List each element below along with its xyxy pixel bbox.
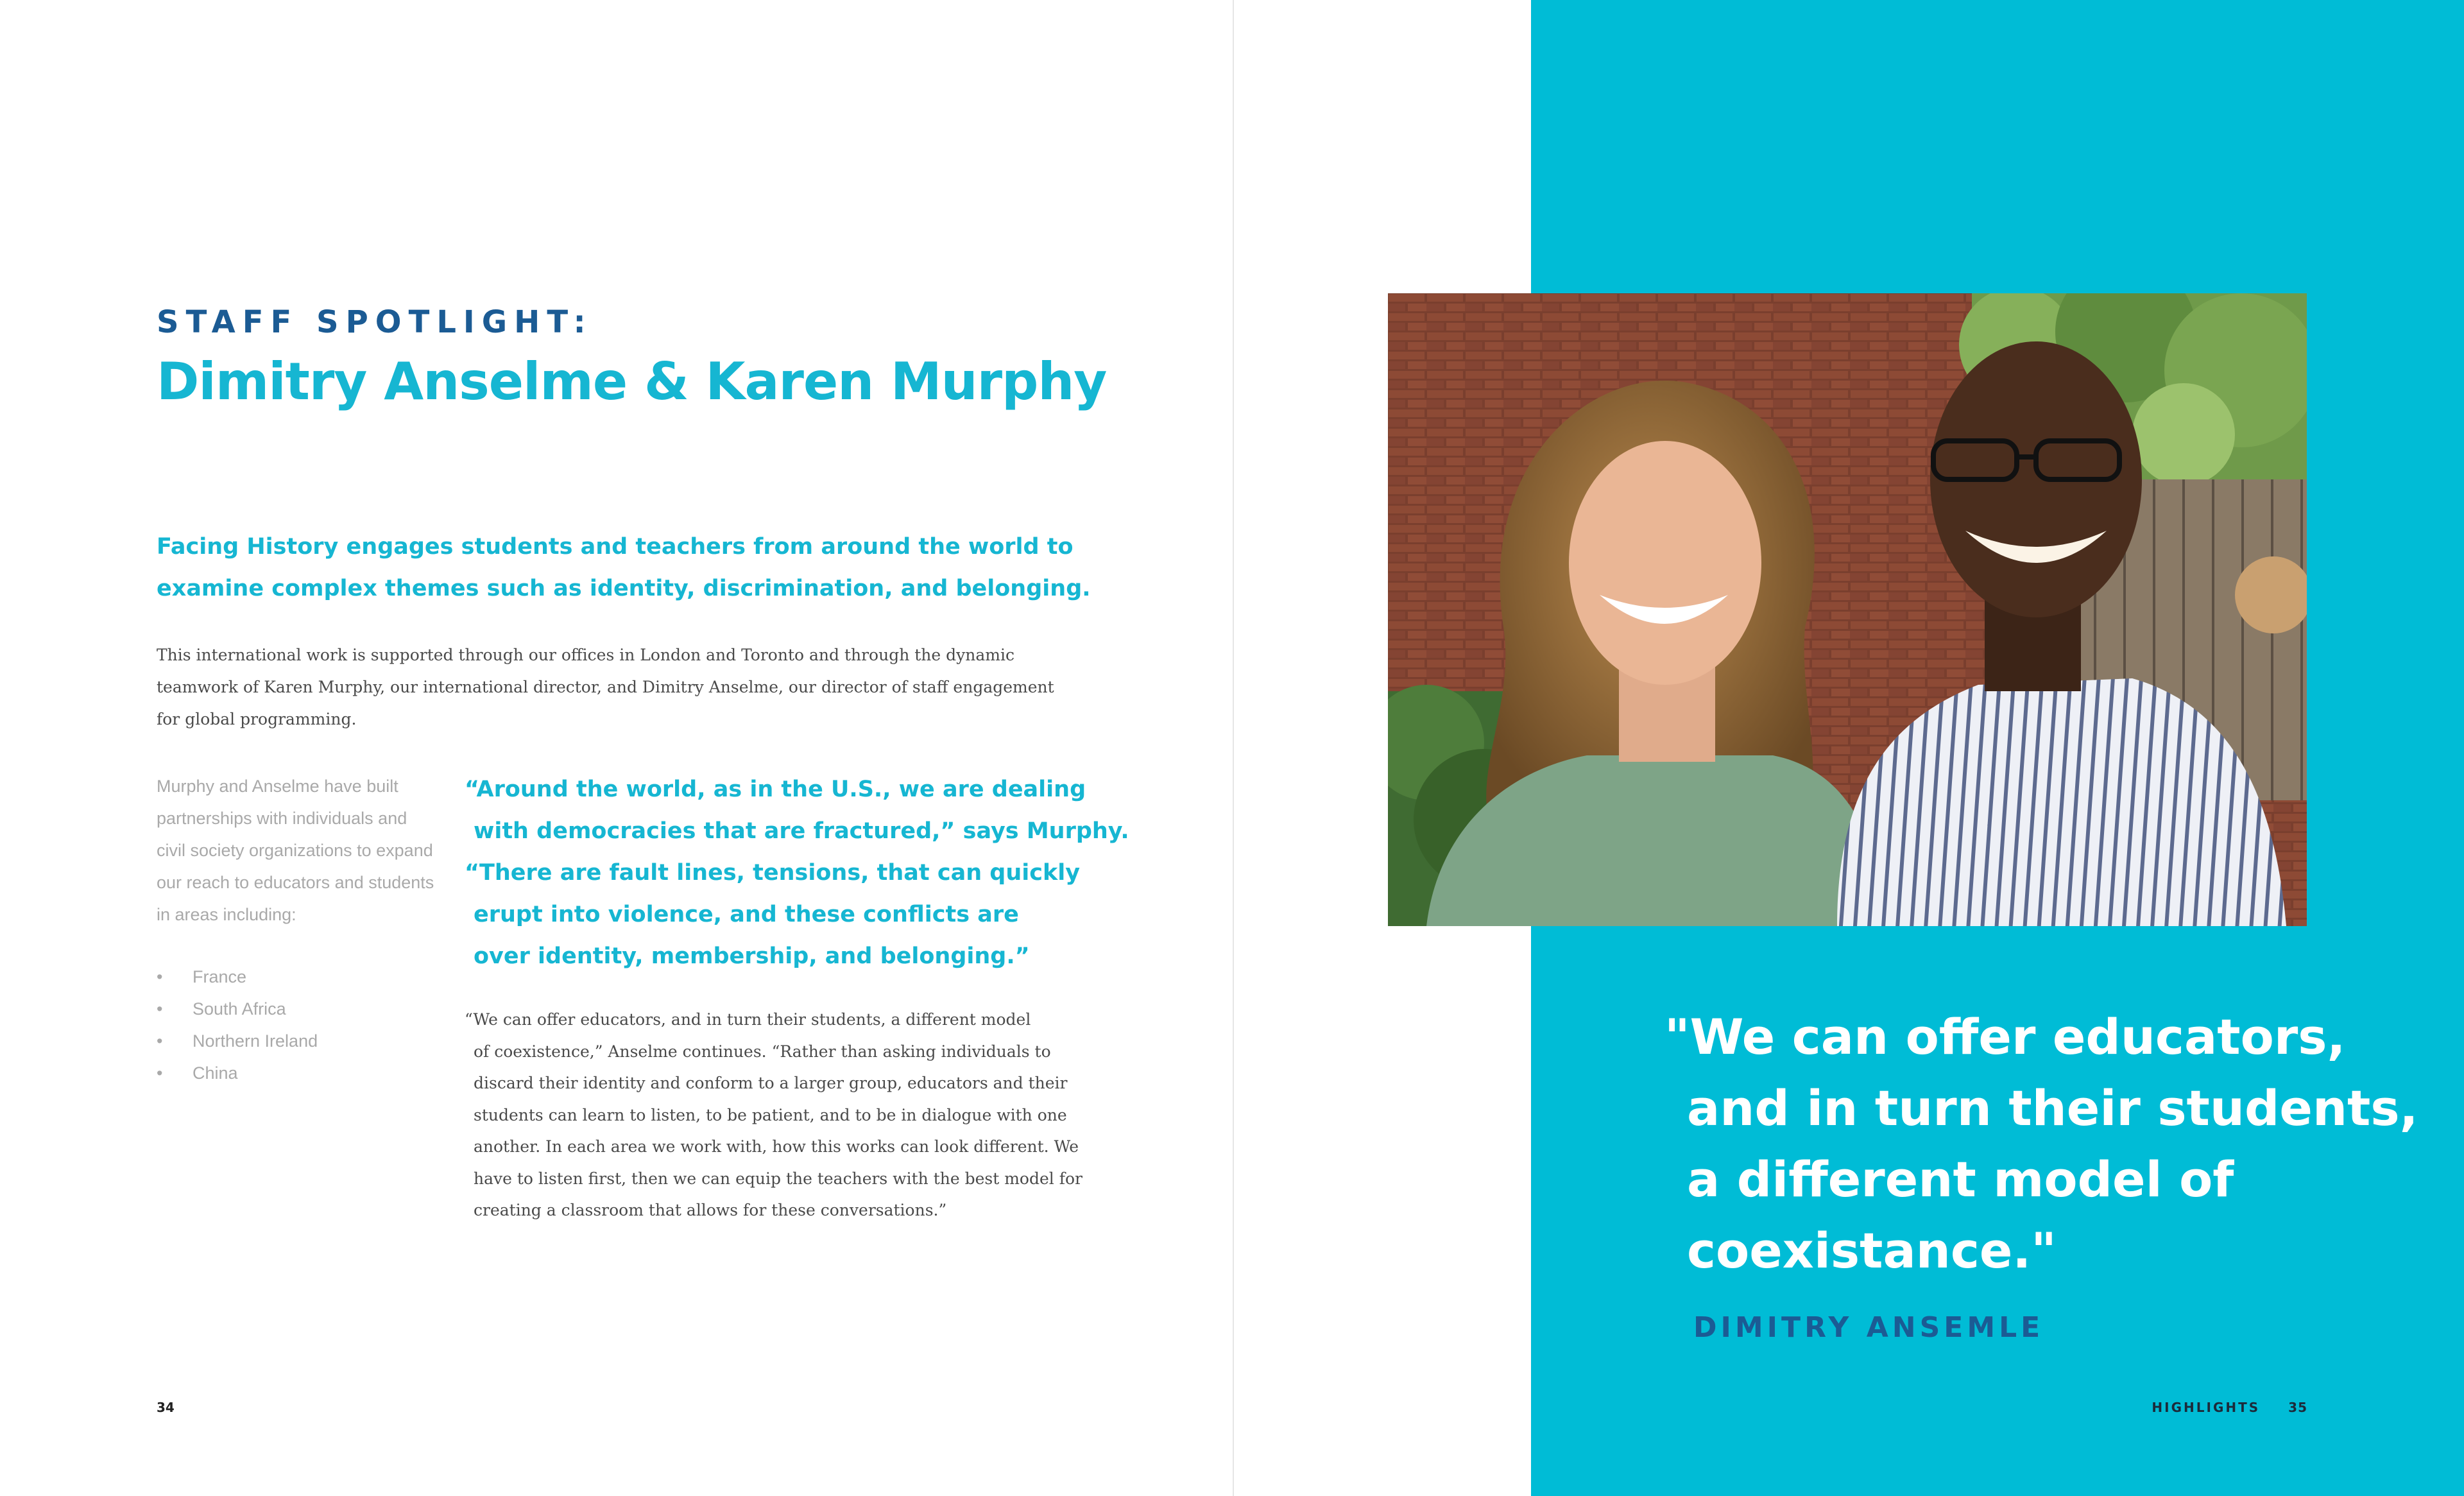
bullet-icon: • <box>157 967 163 986</box>
intro-line: teamwork of Karen Murphy, our international director, and Dimitry Anselme, our director of staff engagement <box>157 678 1054 696</box>
quote-attribution: DIMITRY ANSEMLE <box>1693 1311 2044 1344</box>
feature-quote-line: a different model of <box>1687 1151 2234 1208</box>
body-quote-line: another. In each area we work with, how this works can look different. We <box>474 1137 1079 1156</box>
feature-quote-line: coexistance." <box>1687 1222 2057 1279</box>
page-gutter <box>1233 0 1234 1496</box>
region-label: South Africa <box>193 999 286 1019</box>
list-item <box>157 993 318 1025</box>
lede-line: examine complex themes such as identity, discrimination, and belonging. <box>157 576 1091 601</box>
section-label: HIGHLIGHTS <box>2152 1400 2261 1415</box>
page-title: Dimitry Anselme & Karen Murphy <box>157 352 1107 411</box>
sidebar-line: partnerships with individuals and <box>157 809 407 828</box>
region-label: China <box>193 1063 238 1083</box>
intro-line: This international work is supported through our offices in London and Toronto and through the dynamic <box>157 646 1014 664</box>
page-number-left: 34 <box>157 1400 175 1415</box>
list-item <box>157 1057 318 1089</box>
body-quote-line: “We can offer educators, and in turn their students, a different model <box>465 1010 1031 1029</box>
bullet-icon: • <box>157 1031 163 1051</box>
feature-quote-line: and in turn their students, <box>1687 1079 2418 1137</box>
feature-quote-line: "We can offer educators, <box>1664 1008 2346 1065</box>
sidebar-line: civil society organizations to expand <box>157 841 433 860</box>
portrait-photo <box>1388 293 2307 926</box>
eyebrow-heading: STAFF SPOTLIGHT: <box>157 304 593 340</box>
intro-paragraph <box>157 639 1081 735</box>
sidebar-paragraph <box>157 770 458 931</box>
region-label: Northern Ireland <box>193 1031 318 1051</box>
pull-quote-line: “There are fault lines, tensions, that can quickly <box>465 860 1081 886</box>
feature-quote <box>1664 1001 2434 1286</box>
body-quote-anselme <box>465 1004 1106 1226</box>
page-footer-right <box>2152 1400 2307 1415</box>
region-list <box>157 961 318 1089</box>
lede-paragraph <box>157 526 1091 610</box>
pull-quote-line: “Around the world, as in the U.S., we are dealing <box>465 777 1086 802</box>
body-quote-line: creating a classroom that allows for these conversations.” <box>474 1201 947 1219</box>
pull-quote-line: over identity, membership, and belonging.” <box>474 943 1030 969</box>
bullet-icon: • <box>157 1063 163 1083</box>
bullet-icon: • <box>157 999 163 1019</box>
body-quote-line: of coexistence,” Anselme continues. “Rather than asking individuals to <box>474 1042 1051 1061</box>
pull-quote-murphy <box>465 769 1129 977</box>
lede-line: Facing History engages students and teachers from around the world to <box>157 534 1074 560</box>
body-quote-line: students can learn to listen, to be patient, and to be in dialogue with one <box>474 1105 1067 1124</box>
body-quote-line: have to listen first, then we can equip the teachers with the best model for <box>474 1169 1082 1188</box>
sidebar-line: our reach to educators and students <box>157 873 434 892</box>
intro-line: for global programming. <box>157 710 357 728</box>
portrait-photo-icon <box>1388 293 2307 926</box>
region-label: France <box>193 967 247 986</box>
body-quote-line: discard their identity and conform to a larger group, educators and their <box>474 1074 1068 1092</box>
sidebar-line: in areas including: <box>157 905 296 924</box>
list-item <box>157 1025 318 1057</box>
page-number-right: 35 <box>2288 1400 2307 1415</box>
pull-quote-line: with democracies that are fractured,” says Murphy. <box>474 818 1129 844</box>
pull-quote-line: erupt into violence, and these conflicts are <box>474 902 1019 927</box>
list-item <box>157 961 318 993</box>
sidebar-line: Murphy and Anselme have built <box>157 777 398 796</box>
